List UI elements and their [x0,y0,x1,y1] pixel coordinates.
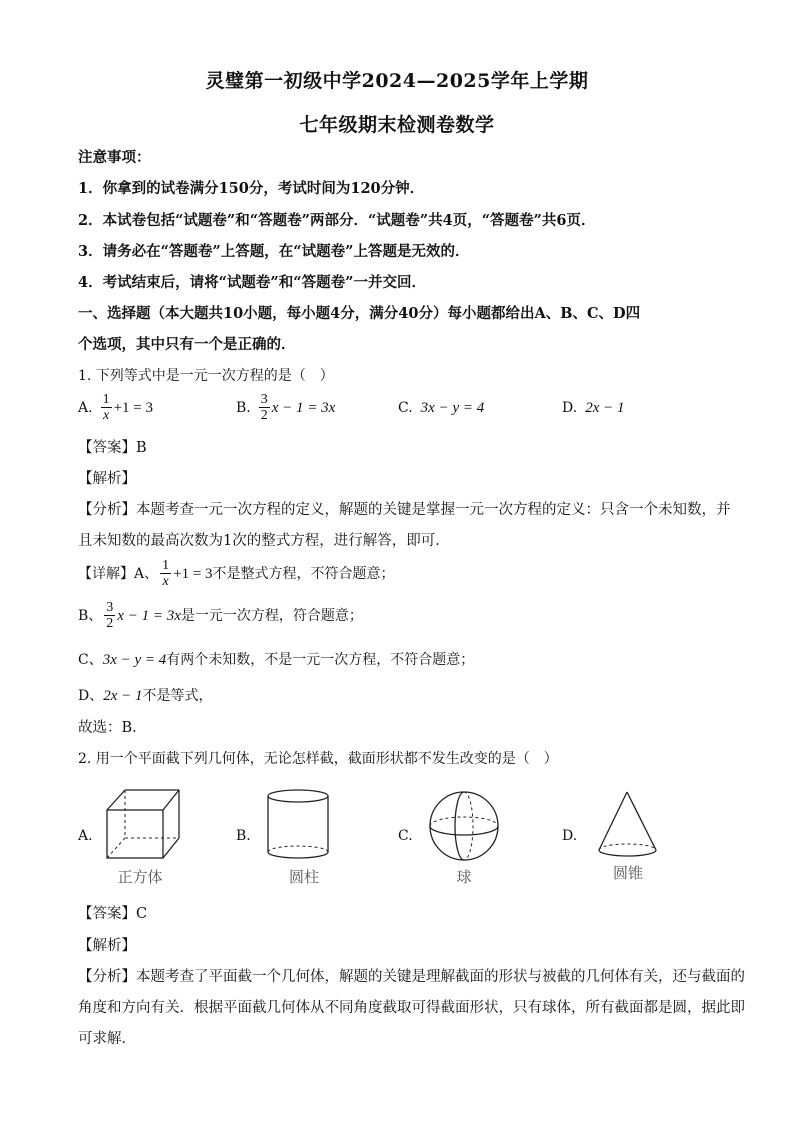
q2-analysis-heading: 【解析】 [78,938,136,954]
q2-option-b-label: B. [236,828,251,844]
q1-detail-b-fraction [104,600,115,631]
q1-option-a-fraction [101,392,112,423]
q1-detail-d [78,686,213,706]
q1-detail-b-prefix: B、 [78,607,103,624]
note-item-1: 1．你拿到的试卷满分150分，考试时间为120分钟． [78,180,425,197]
shape-label-sphere: 球 [456,868,472,886]
q1-option-a [78,392,153,423]
q1-option-b [236,392,335,423]
q1-analysis-line2: 且未知数的最高次数为1次的整式方程，进行解答，即可． [78,533,450,549]
q1-option-d [562,398,624,418]
section-heading-line2: 个选项，其中只有一个是正确的． [78,336,296,353]
q1-detail-b-numerator: 3 [106,600,114,615]
q1-option-c-label: C. [398,400,413,416]
q1-option-b-label: B. [236,399,251,416]
q1-detail-c-prefix: C、 [78,652,103,668]
shape-label-cylinder: 圆柱 [288,868,319,886]
sphere-figure [426,788,502,864]
note-item-2: 2．本试卷包括“试题卷”和“答题卷”两部分．“试题卷”共4页，“答题卷”共6页． [78,212,596,229]
q1-conclusion: 故选：B． [78,720,147,736]
q1-option-a-rest: +1 = 3 [113,399,153,416]
q1-detail-c-text: 有两个未知数，不是一元一次方程，不符合题意； [166,652,475,668]
q1-detail-b-rest: x − 1 = 3x [117,607,181,624]
q1-analysis-heading: 【解析】 [78,471,136,487]
q1-option-d-expr: 2x − 1 [585,400,625,416]
exam-title: 灵璧第一初级中学2024—2025学年上学期 [205,70,589,92]
q1-detail-c [78,650,474,670]
q1-option-b-denominator: 2 [260,408,268,423]
q1-answer: 【答案】B [78,440,147,456]
q1-option-d-label: D. [562,400,578,416]
q1-detail-b-denominator: 2 [106,616,114,631]
shape-label-cone: 圆锥 [612,864,643,882]
q2-stem: 2. 用一个平面截下列几何体，无论怎样截，截面形状都不发生改变的是（ ） [78,751,558,767]
section-heading-line1: 一、选择题（本大题共10小题，每小题4分，满分40分）每小题都给出A、B、C、D四 [78,305,641,322]
q1-detail-a-numerator: 1 [162,558,170,573]
q1-detail-a [78,558,395,589]
shape-label-cube: 正方体 [117,868,163,886]
q1-detail-c-expr: 3x − y = 4 [102,652,167,668]
q1-option-a-denominator: x [102,408,110,423]
q1-detail-d-text: 不是等式， [142,688,213,704]
exam-subtitle: 七年级期末检测卷数学 [299,114,495,136]
q1-detail-a-text: 不是整式方程，不符合题意； [212,565,395,582]
q1-option-a-numerator: 1 [102,392,110,407]
cylinder-figure [264,788,334,864]
cone-figure [596,790,660,862]
q1-analysis-line1: 【分析】本题考查一元一次方程的定义，解题的关键是掌握一元一次方程的定义：只含一个未知数，并 [78,502,731,518]
note-item-4: 4．考试结束后，请将“试题卷”和“答题卷”一并交回． [78,274,426,291]
q2-analysis-line3: 可求解． [78,1031,136,1047]
q1-option-b-numerator: 3 [260,392,268,407]
q1-detail-b [78,600,363,631]
cube-figure [103,786,183,862]
q1-detail-a-rest: +1 = 3 [173,565,213,582]
q1-detail-a-fraction [160,558,171,589]
notes-heading: 注意事项： [78,149,151,166]
q1-detail-d-expr: 2x − 1 [103,688,143,704]
q1-option-b-fraction [259,392,270,423]
q2-analysis-line2: 角度和方向有关．根据平面截几何体从不同角度截取可得截面形状，只有球体，所有截面都是圆，据此即 [78,1000,745,1016]
q2-answer: 【答案】C [78,906,148,922]
q1-option-c [398,398,484,418]
q1-detail-d-prefix: D、 [78,688,104,704]
q1-detail-a-denominator: x [162,574,169,589]
q2-option-c-label: C. [398,828,413,844]
q1-stem: 1. 下列等式中是一元一次方程的是（ ） [78,368,334,384]
q2-option-a-label: A. [78,828,93,844]
q2-analysis-line1: 【分析】本题考查了平面截一个几何体，解题的关键是理解截面的形状与被截的几何体有关，还与截面的 [78,969,745,985]
q1-detail-b-text: 是一元一次方程，符合题意； [180,607,363,624]
q1-detail-a-prefix: 【详解】A、 [78,565,159,582]
note-item-3: 3．请务必在“答题卷”上答题，在“试题卷”上答题是无效的． [78,243,470,260]
q1-option-b-rest: x − 1 = 3x [271,399,336,416]
q2-option-d-label: D. [562,828,578,844]
q1-option-a-label: A. [78,399,93,416]
q1-option-c-expr: 3x − y = 4 [420,400,485,416]
